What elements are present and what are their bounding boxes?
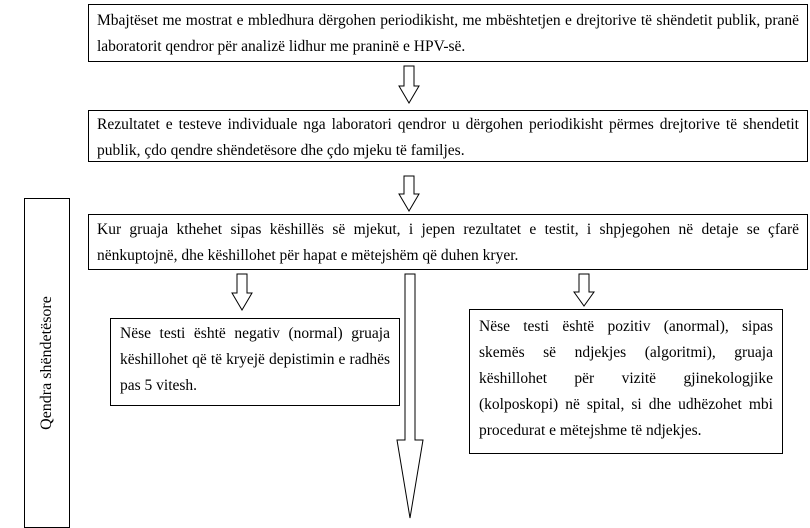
health-center-label: Qendra shëndetësore — [38, 296, 55, 430]
negative-result-box — [110, 318, 400, 406]
step-results-distributed-text: Rezultatet e testeve individuale nga laboratori qendror u dërgohen periodikisht përmes drejtorive të shendetit publik, çdo qendre shëndetësore dhe çdo mjeku të familjes. — [97, 116, 799, 159]
step-samples-sent-text: Mbajtëset me mostrat e mbledhura dërgohen periodikisht, me mbështetjen e drejtorive të shëndetit publik, pranë laboratorit qendror për analizë lidhur me praninë e HPV-së. — [97, 12, 799, 55]
arrow-down-negative — [232, 274, 252, 310]
positive-result-box — [469, 309, 783, 454]
step-results-explained-text: Kur gruaja kthehet sipas këshillës së mjekut, i jepen rezultatet e testit, i shpjegohen në detaje se çfarë nënkuptojnë, dhe këshillohet për hapat e mëtejshëm që duhen kryer. — [97, 221, 799, 264]
step-results-explained — [88, 214, 808, 270]
positive-result-text: Nëse testi është pozitiv (anormal), sipas skemës së ndjekjes (algoritmi), gruaja këshillohet për vizitë gjinekologjike (kolposkopi) në spital, si dhe udhëzohet mbi procedurat e mëtejshme të ndjekjes. — [479, 318, 773, 439]
negative-result-text: Nëse testi është negativ (normal) gruaja këshillohet që të kryejë depistimin e radhës pas 5 vitesh. — [120, 325, 390, 394]
step-results-distributed — [88, 110, 808, 162]
arrow-down-positive — [574, 274, 594, 306]
arrow-down-1 — [399, 66, 419, 103]
health-center-side-box — [24, 198, 70, 528]
arrow-down-2 — [399, 176, 419, 211]
step-samples-sent — [88, 4, 808, 62]
arrow-down-long — [397, 274, 423, 518]
